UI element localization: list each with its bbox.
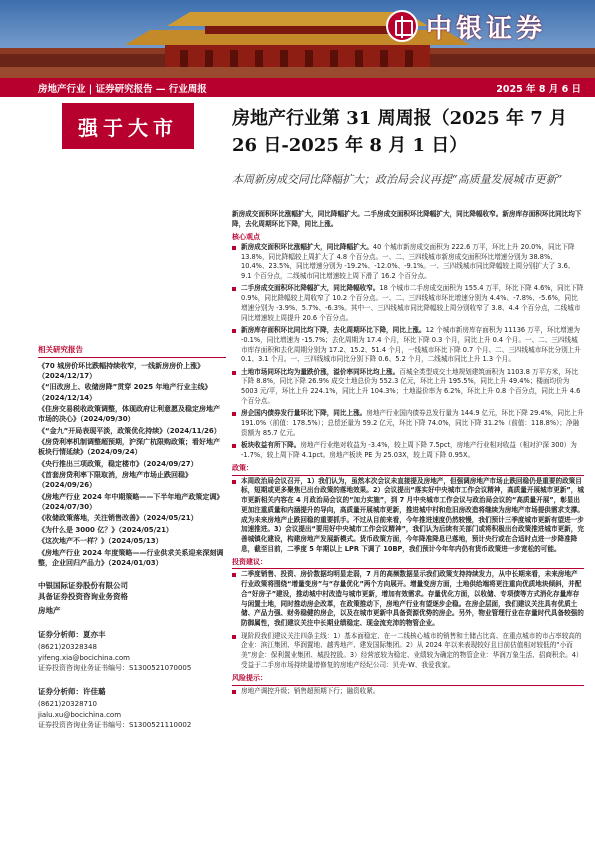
bullet-square-icon <box>232 329 236 333</box>
related-report[interactable]: 《房地产行业 2024 年度策略——行业供求关系迎来深刻调整，企业回归产品力》（2024/01/03） <box>38 548 224 567</box>
investment-heading: 投资建议： <box>232 557 584 569</box>
bullet-text: 房地产行业国内债券总发行量为 144.9 亿元，环比下降 29.4%，同比上升 191.0%（前值：178.5%）；总偿还量为 59.2 亿元，环比下降 74.0%，同比下降 31.2%（前值：118.8%）；净融资额为 85.7 亿元。 <box>241 409 584 437</box>
investment-text: 二季度销售、投资、房价数据均明显走弱，7 月的高频数据显示我们政策支持持续发力，从中长期来看，未来房地产行业政策将围绕“增量变房”与“存量优化”两个方向展开。增量变房方面，土地供给端将更注重向优质地块倾斜，并配合“好房子”建设，推动城中村改造与城市更新，增加有效需求。存量优化方面，以收储、专项债等方式消化存量库存与闲置土地，同时推动房企改革，在政策推动下，房地产行业有望逐步企稳。在房企层面，我们建议关注具有优质土储、产品力强、财务稳健的房企，以及在城市更新中具备资源优势的房企。另外，物业管理行业在存量时代具备较强的防御属性，我们建议关注中长期业绩稳定、现金流充沛的物管企业。 <box>241 570 584 628</box>
policy-bullet <box>232 477 584 555</box>
related-report[interactable]: 《房贷利率机制调整超预期，沪深广杭限购政策；看好地产板块行情延续》（2024/09/24） <box>38 438 220 457</box>
core-views-heading: 核心观点 <box>232 232 260 241</box>
report-title: 房地产行业第 31 周周报（2025 年 7 月 26 日-2025 年 8 月 1 日） <box>232 108 568 156</box>
related-report[interactable]: 《为什么是 3000 亿？》（2024/05/21） <box>38 525 173 534</box>
brand-logo <box>386 6 586 46</box>
bullet-text: 12 个城市新房库存面积为 11136 万平，环比增速为 -0.1%，同比增速为 -15.7%；去化周期为 17.4 个月，环比下降 0.3 个月，同比上升 0.4 个月。一、二、三四线城市库存面积和去化周期分别为 17.2、15.2、51.4 个月，一线城市环比下降 0.7 个月、二、三四线城市环比分别上升 0.1、3.1 个月。一、三四线城市同比分别下降 0.6、5.2 个月，二线城市同比上升 1.3 个月。 <box>241 326 581 364</box>
analyst-block <box>38 686 226 731</box>
bullet-text: 房地产行业绝对收益为 -3.4%，较上周下降 7.5pct，房地产行业相对收益（相对沪深 300）为 -1.7%，较上周下降 4.1pct。房地产板块 PE 为 25.03X，较上周下降 0.95X。 <box>241 441 577 459</box>
core-bullet <box>232 441 584 461</box>
analyst-phone: (8621)20328710 <box>38 700 97 709</box>
related-report[interactable]: 《“金九”开局表现平淡，政策优化持续》（2024/11/26） <box>38 426 221 435</box>
brand-name: 中银证券 <box>426 13 547 44</box>
analyst-cert: 证券投资咨询业务证书编号：S1300521110002 <box>38 721 192 730</box>
analyst-phone: (8621)20328348 <box>38 643 97 652</box>
core-bullet <box>232 243 584 282</box>
bullet-square-icon <box>232 480 236 484</box>
policy-heading: 政策： <box>232 463 584 475</box>
related-report[interactable]: 《这次地产不一样？》（2024/05/13） <box>38 537 163 546</box>
header-banner <box>0 0 595 78</box>
bullet-square-icon <box>232 690 236 694</box>
analyst-name: 证券分析师：许佳璐 <box>38 686 106 696</box>
bullet-lead: 土地市场同环比均为量跌价涨，溢价率同环比均上涨。 <box>241 367 400 376</box>
related-reports-list <box>38 361 226 568</box>
bullet-square-icon <box>232 635 236 639</box>
core-bullet <box>232 284 584 323</box>
related-report[interactable]: 《收储政策落地，关注销售改善》（2024/05/21） <box>38 514 198 523</box>
related-report[interactable]: 《首套房贷利率下限取消，房地产市场止跌回稳》（2024/09/26） <box>38 471 192 490</box>
analyst-name: 证券分析师：夏亦丰 <box>38 630 106 640</box>
bullet-square-icon <box>232 246 236 250</box>
bullet-lead: 新房库存面积环比同比均下降，去化周期环比下降，同比上涨。 <box>241 326 426 335</box>
core-bullet <box>232 326 584 365</box>
risk-text: 房地产调控升级；销售超预期下行；融资收紧。 <box>241 686 380 695</box>
related-report[interactable]: 《住房交易税收政策调整，体现政府让利意愿及稳定房地产市场的决心》（2024/09/30） <box>38 405 220 424</box>
related-report[interactable]: 《70 城房价环比跌幅持续收窄，一线新房房价上涨》（2024/12/17） <box>38 361 205 381</box>
bullet-square-icon <box>232 412 236 416</box>
analyst-email[interactable]: jialu.xu@bocichina.com <box>38 710 122 719</box>
analyst-cert: 证券投资咨询业务证书编号：S1300521070005 <box>38 664 192 673</box>
bullet-square-icon <box>232 287 236 291</box>
rating-badge: 强于大市 <box>62 103 194 149</box>
investment-text: 现阶段我们建议关注四条主线：1）基本面稳定、在一二线核心城市的销售和土储占比高、在重点城市的市占率较高的企业：滨江集团、华润置地、越秀地产、建发国际集团。2）从 2024 年以来表现较好且目前估值相对较低的“小而美”房企：保利置业集团、城投控股。3）经营底较为稳定、业绩较为确定的物管企业：华润万象生活、招商积余。4）受益于二手房市场持续量增修复的房地产经纪公司：贝壳-W、我爱我家。 <box>241 631 583 669</box>
bullet-square-icon <box>232 573 236 577</box>
policy-text: 本周政治局会议召开，1）我们认为，虽然本次会议未直接提及房地产，但强调房地产市场止跌回稳仍是重要的政策目标，短期或更多聚焦已出台政策的落地效果。2）会议提出“落实好中央城市工作会议精神，高质量开展城市更新”，城市更新相关内容在 4 月政治局会议的“加力实施”，到 7 月中央城市工作会议与政治局会议的“高质量开展”，彰显出更加注重质量和内涵提升的导向，高质量开展城市更新，推进城中村和危旧房改造将继续为房地产市场提供需求支撑。成为未来房地产止跌回稳的重要抓手。不过从目前来看，今年推进速度仍然较慢，我们预计三季度城市更新有望进一步加速推进。3）会议提出“要用好中央城市工作会议精神”，我们认为后续有关部门或将积极出台政策推进城市更新，完善城镇化建设，构建房地产发展新模式。货币政策方面，今年降准降息已落地，预计央行或在合适时点进一步降准降息，截至目前，二季度 5 年期以上 LPR 下调了 10BP，我们预计今年年内仍有货币政策进一步宽松的可能。 <box>241 476 584 553</box>
bullet-text: 40 个城市新房成交面积为 222.6 万平，环比上升 20.0%，同比下降 13.8%，同比降幅较上周扩大了 4.8 个百分点。一、二、三四线城市新房成交面积环比增速分别为 38.8%、10.4%、23.5%，同比增速分别为 -19.2%、-12.0%、-9.1%。一、三四线城市同比降幅较上周分别扩大了 3.6、9.1 个百分点，二线城市同比增速较上周下滑了 16.2 个百分点。 <box>241 242 575 281</box>
risk-heading: 风险提示： <box>232 673 584 685</box>
firm-name: 中银国际证券股份有限公司 具备证券投资咨询业务资格 <box>38 580 128 602</box>
report-subtitle: 本周新房成交同比降幅扩大；政治局会议再提“高质量发展城市更新” <box>232 173 563 186</box>
analyst-block <box>38 629 226 674</box>
bullet-square-icon <box>232 444 236 448</box>
bullet-square-icon <box>232 371 236 375</box>
related-reports-heading: 相关研究报告 <box>38 345 226 358</box>
bullet-text: 18 个城市二手房成交面积为 155.4 万平，环比下降 4.6%，同比下降 0.9%，同比降幅较上周收窄了 10.2 个百分点。一、二、三四线城市环比增速分别为 4.4%、-7.8%、-5.6%，同比增速分别为 -3.9%、5.7%、-6.3%。其中一、三四线城市同比降幅较上周分别收窄了 3.8、4.4 个百分点，二线城市同比增速较上周提升 20.6 个百分点。 <box>241 284 584 322</box>
report-date: 2025 年 8 月 6 日 <box>496 83 581 95</box>
bullet-lead: 房企国内债券发行量环比下降，同比上涨。 <box>241 409 367 418</box>
bullet-text: 百城全类型成交土地规划建筑面积为 1103.8 万平方米，环比下降 8.8%，同比下降 26.9% 成交土地总价为 552.3 亿元，环比上升 195.5%，同比上升 49.4%；楼面均价为 5003 元/平，环比上升 224.1%，同比上升 104.3%；土地溢价率为 6.2%，环比上升 0.8 个百分点，同比上升 4.6 个百分点。 <box>241 367 581 405</box>
left-sidebar <box>38 345 226 731</box>
bullet-lead: 板块收益有所下降。 <box>241 441 301 450</box>
summary-paragraph: 新房成交面积环比涨幅扩大，同比降幅扩大。二手房成交面积环比降幅扩大，同比降幅收窄。新房库存面积环比同比均下降，去化周期环比下降，同比上涨。 <box>232 210 582 228</box>
report-meta-bar <box>0 78 595 97</box>
related-report[interactable]: 《“旧改房上、收储房降”贯穿 2025 年地产行业主线》（2024/12/14） <box>38 383 212 402</box>
related-report[interactable]: 《央行推出三项政策，稳定楼市》（2024/09/27） <box>38 459 198 468</box>
investment-bullet <box>232 570 584 629</box>
risk-bullet <box>232 687 584 697</box>
bullet-lead: 二手房成交面积环比降幅扩大，同比降幅收窄。 <box>241 284 380 293</box>
investment-bullet <box>232 632 584 671</box>
industry-label: 房地产 <box>38 606 61 616</box>
analyst-email[interactable]: yifeng.xia@bocichina.com <box>38 653 130 662</box>
core-bullet <box>232 368 584 407</box>
related-report[interactable]: 《房地产行业 2024 年中期策略——下半年地产政策定调》（2024/07/30） <box>38 492 224 511</box>
report-category: 房地产行业 | 证券研究报告 — 行业周报 <box>38 83 207 95</box>
boc-logo-icon <box>386 10 418 42</box>
bullet-lead: 新房成交面积环比涨幅扩大，同比降幅扩大。 <box>241 242 373 251</box>
core-bullet <box>232 409 584 438</box>
report-body <box>232 210 584 699</box>
